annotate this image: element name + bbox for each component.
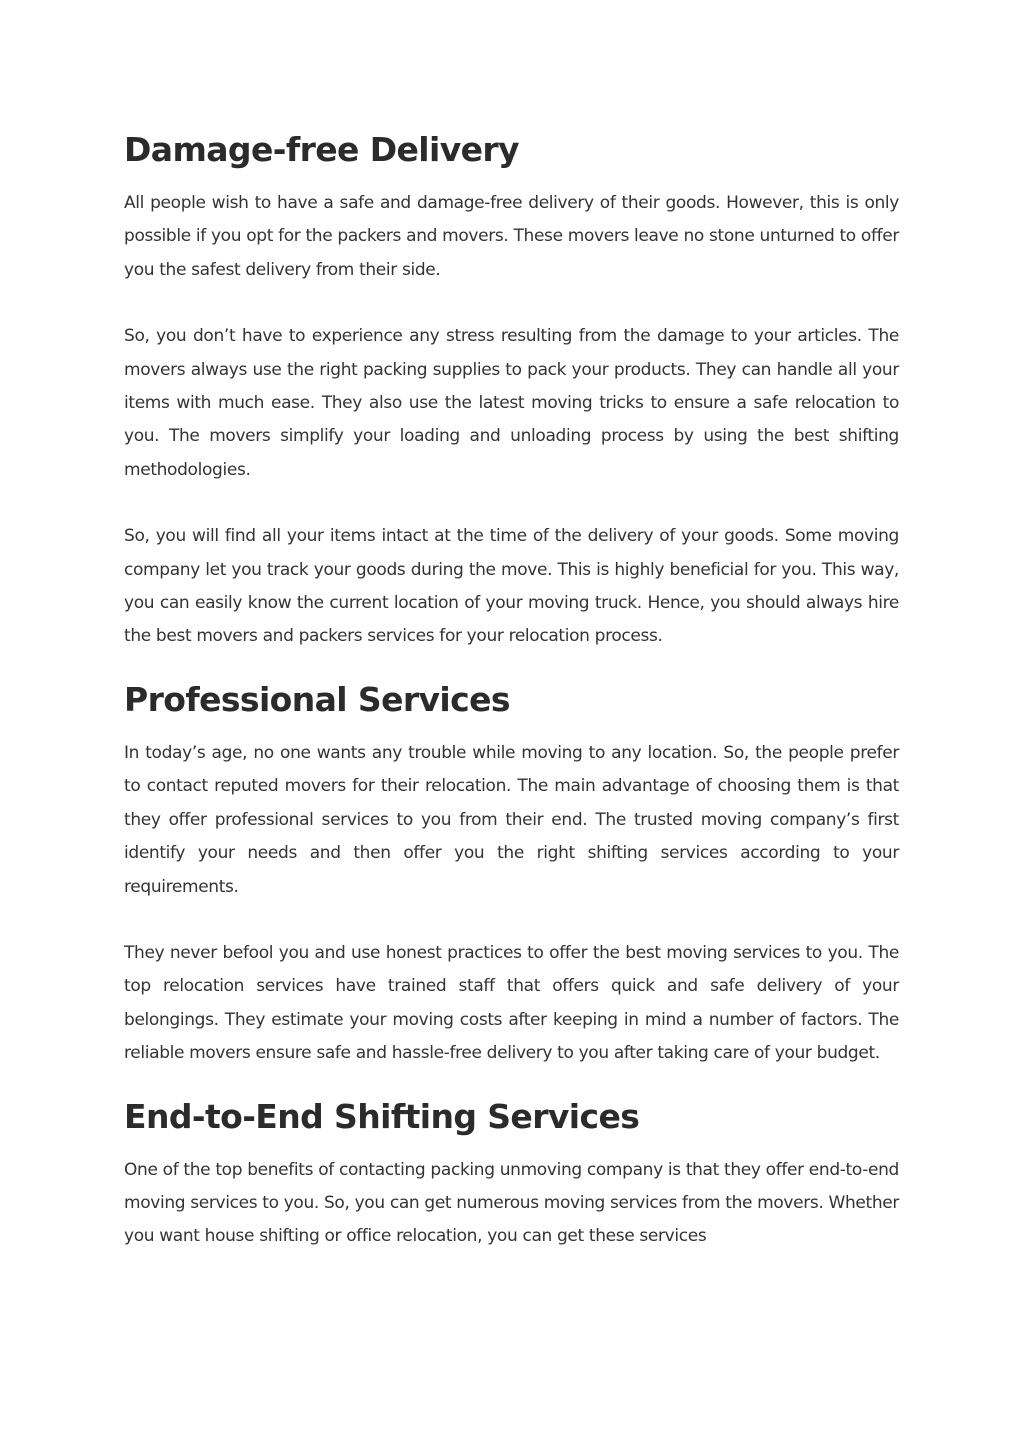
paragraph: So, you will find all your items intact at the time of the delivery of your goods. Some moving company let you track your goods during the move. This is highly beneficial for you. This way, you can easily know the current location of your moving truck. Hence, you should always hire the best movers and packers services for your relocation process. <box>124 526 899 647</box>
paragraph: In today’s age, no one wants any trouble while moving to any location. So, the people prefer to contact reputed movers for their relocation. The main advantage of choosing them is that they offer professional services to you from their end. The trusted moving company’s first identify your needs and then offer you the right shifting services according to your requirements. <box>124 742 899 897</box>
paragraph: One of the top benefits of contacting packing unmoving company is that they offer end-to-end moving services to you. So, you can get numerous moving services from the movers. Whether you want house shifting or office relocation, you can get these services <box>124 1159 899 1247</box>
section-heading-end-to-end-shifting-services: End-to-End Shifting Services <box>124 1096 640 1136</box>
paragraph: They never befool you and use honest practices to offer the best moving services to you. The top relocation services have trained staff that offers quick and safe delivery of your belongings. They estimate your moving costs after keeping in mind a number of factors. The reliable movers ensure safe and hassle-free delivery to you after taking care of your budget. <box>124 942 899 1064</box>
section-heading-professional-services: Professional Services <box>124 679 510 719</box>
document-page <box>124 124 899 1254</box>
section-heading-damage-free-delivery: Damage-free Delivery <box>124 130 519 169</box>
paragraph: All people wish to have a safe and damage-free delivery of their goods. However, this is only possible if you opt for the packers and movers. These movers leave no stone unturned to offer you the safest delivery from their side. <box>124 193 899 280</box>
paragraph: So, you don’t have to experience any stress resulting from the damage to your articles. The movers always use the right packing supplies to pack your products. They can handle all your items with much ease. They also use the latest moving tricks to ensure a safe relocation to you. The movers simplify your loading and unloading process by using the best shifting methodologies. <box>124 326 899 480</box>
